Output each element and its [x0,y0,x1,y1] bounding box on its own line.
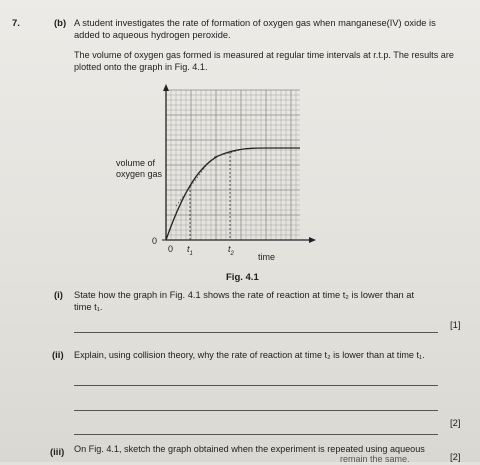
y-axis-origin-label: 0 [152,236,158,246]
part-ii-answer-line-3[interactable] [74,434,438,435]
figure-caption: Fig. 4.1 [226,272,259,283]
part-ii-marks: [2] [450,418,461,429]
part-i-question-line-2: time t₁. [74,302,103,312]
graph-grid [166,90,300,240]
question-number: 7. [12,18,20,29]
part-i-label: (i) [54,290,63,301]
y-axis-label-line-2: oxygen gas [116,169,163,179]
intro-line-1: A student investigates the rate of formation of oxygen gas when manganese(IV) oxide is [74,18,436,28]
y-axis-arrow [163,84,169,91]
part-iii-question-continued: remain the same. [340,454,410,464]
part-ii-question: Explain, using collision theory, why the rate of reaction at time t₂ is lower than at time t₁. [74,350,425,360]
x-tick-t2: $t_2$ [228,244,234,257]
part-i-answer-line[interactable] [74,332,438,333]
x-axis-arrow [309,237,316,243]
x-tick-t1: $t_1$ [187,244,193,257]
part-b-label: (b) [54,18,67,29]
part-ii-label: (ii) [52,350,64,361]
part-i-question-line-1: State how the graph in Fig. 4.1 shows the rate of reaction at time t₂ is lower than at [74,290,415,300]
x-axis-origin-label: 0 [168,244,174,254]
part-i-marks: [1] [450,320,461,331]
part-ii-answer-line-1[interactable] [74,385,438,386]
part-ii-answer-line-2[interactable] [74,410,438,411]
intro-line-2: added to aqueous hydrogen peroxide. [74,30,231,40]
part-iii-label: (iii) [50,447,65,458]
part-iii-question: On Fig. 4.1, sketch the graph obtained when the experiment is repeated using aqueous [74,444,425,454]
y-axis-label-line-1: volume of [116,158,156,168]
method-line-2: plotted onto the graph in Fig. 4.1. [74,62,208,72]
part-iii-marks: [2] [450,452,461,463]
method-line-1: The volume of oxygen gas formed is measured at regular time intervals at r.t.p. The results are [74,50,454,60]
x-axis-label: time [258,252,276,262]
